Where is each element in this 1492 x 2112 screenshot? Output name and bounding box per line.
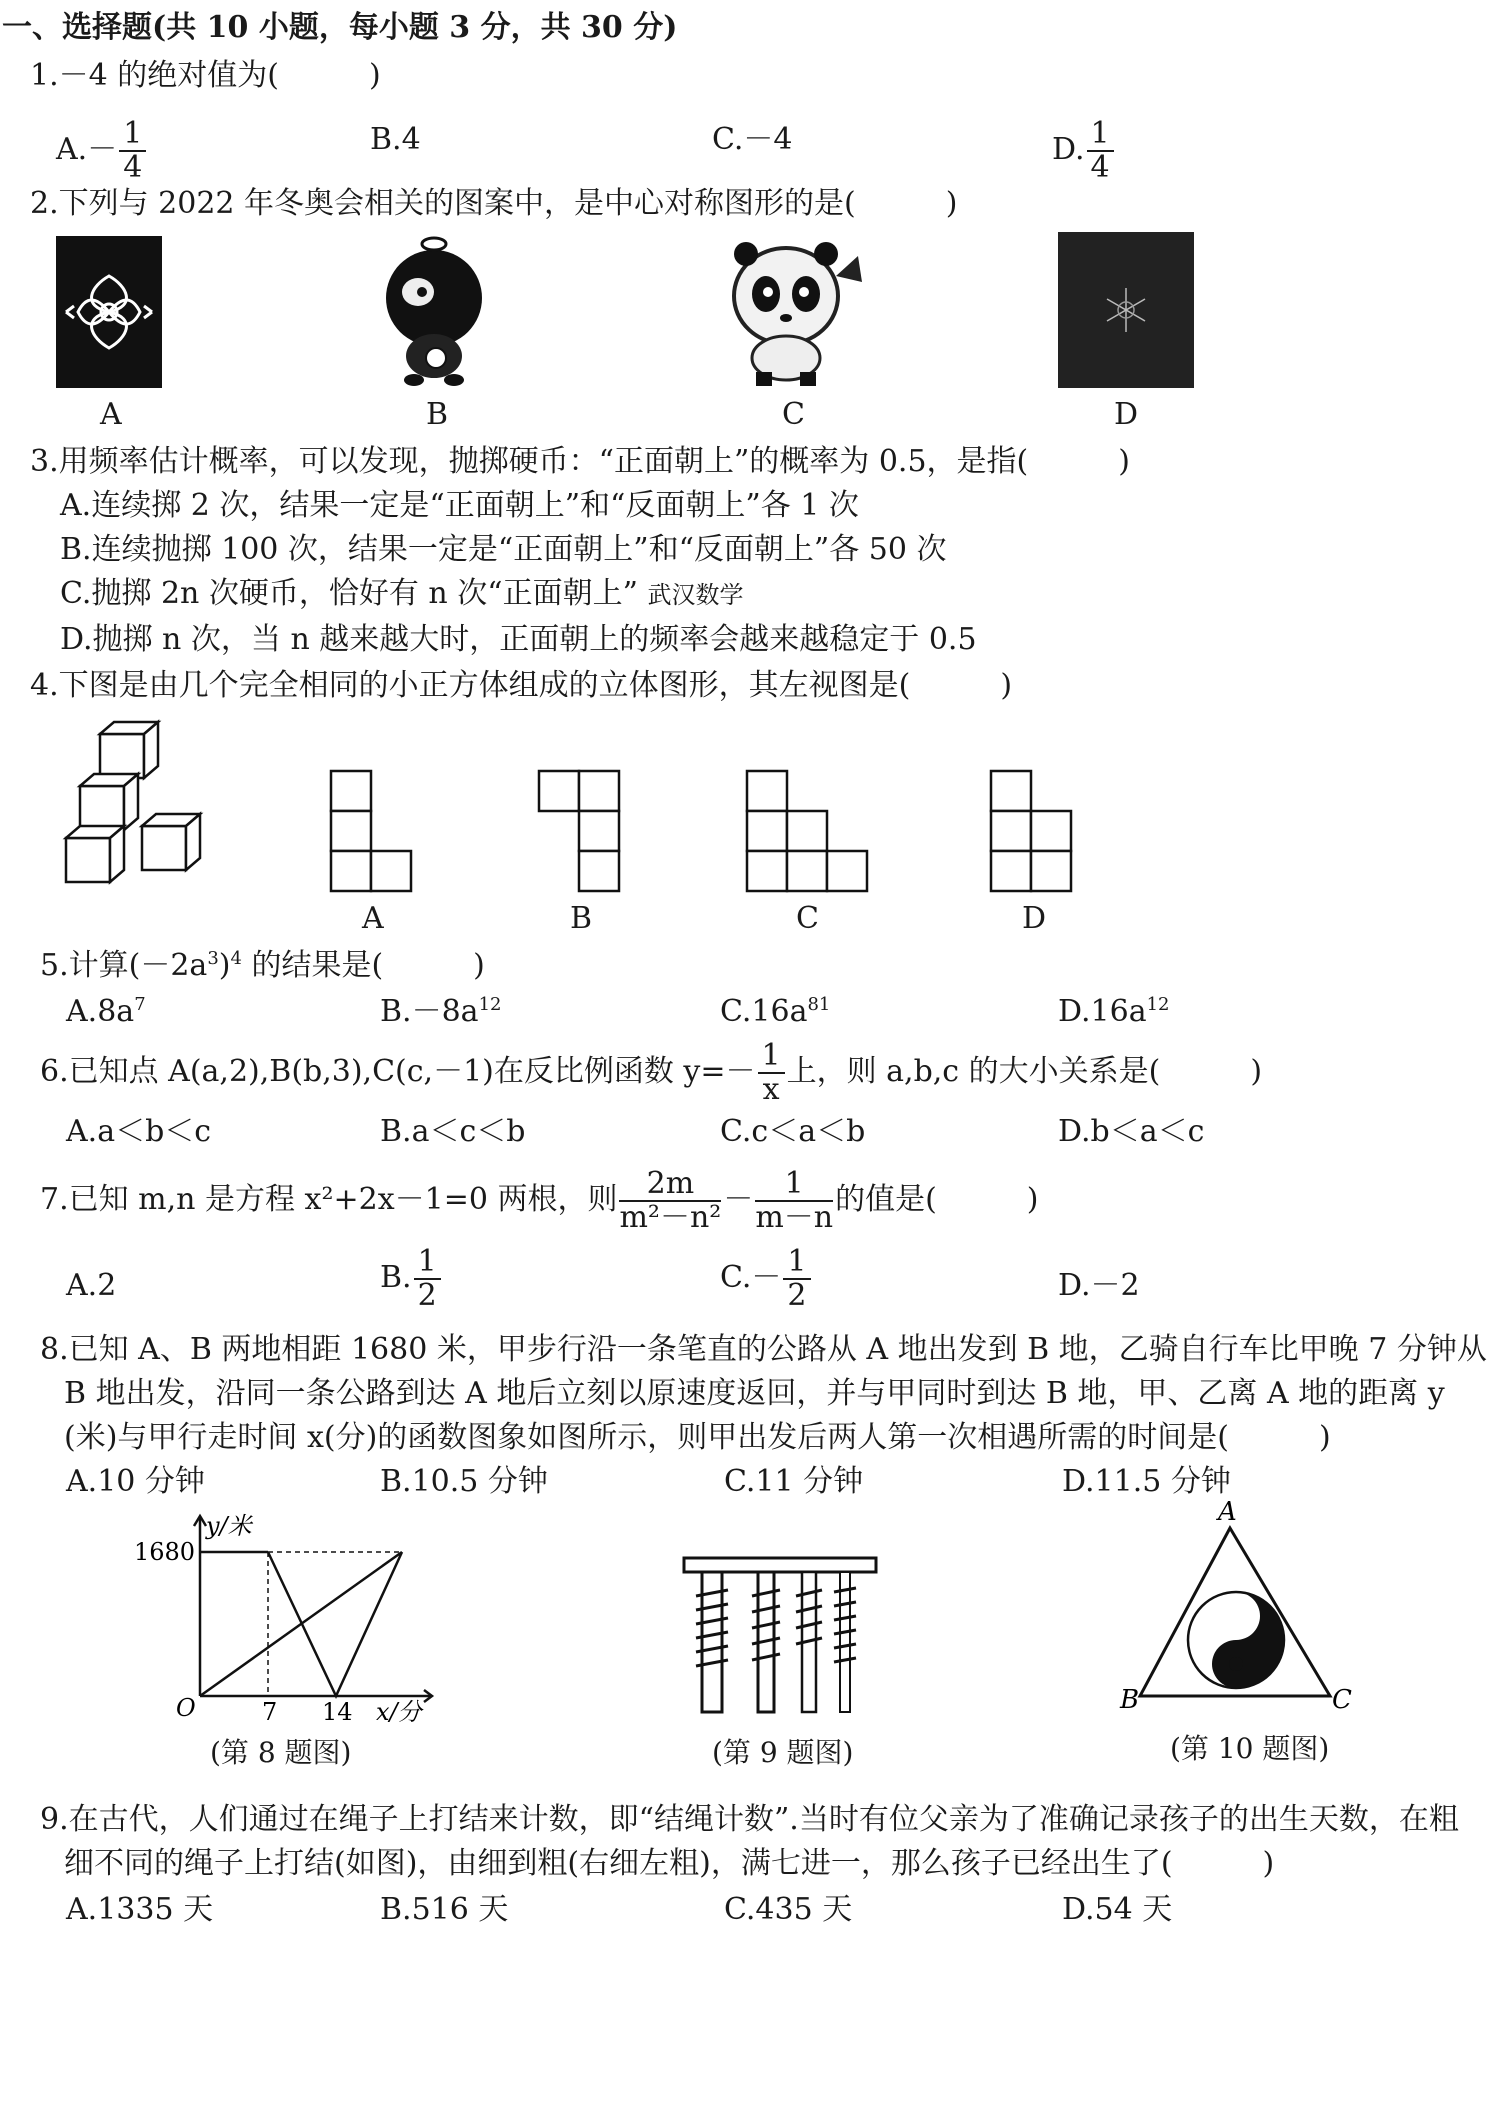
q1-option-c[interactable]: C.－4 — [712, 122, 793, 157]
question-5-stem: 5.计算$(-2a^3)^4$ 的结果是( ) — [40, 948, 485, 983]
figure-10-yinyang-triangle — [1120, 1497, 1352, 1715]
q3-option-a[interactable]: A.连续掷 2 次，结果一定是“正面朝上”和“反面朝上”各 1 次 — [60, 488, 859, 523]
q6-option-c[interactable]: C.c＜a＜b — [720, 1114, 866, 1149]
q9-option-d[interactable]: D.54 天 — [1062, 1892, 1173, 1927]
fig8-y-label: y/米 — [206, 1512, 252, 1540]
question-7-stem: 7.已知 m,n 是方程 x²+2x－1=0 两根，则 $\frac{2m}{\text{m²－n²}}$ － $\frac{1}{m-n}$ 的值是( ) — [40, 1166, 1039, 1235]
fig8-x-tick-7: 7 — [262, 1698, 278, 1726]
q4-option-b-figure[interactable] — [538, 770, 620, 894]
q2-image-d[interactable] — [1058, 232, 1194, 388]
q4-option-a-figure[interactable] — [330, 770, 412, 894]
q1-option-a[interactable] — [56, 118, 148, 184]
fig8-y-tick-1680: 1680 — [134, 1538, 196, 1566]
q8-option-c[interactable]: C.11 分钟 — [724, 1464, 864, 1499]
figure-10-caption: (第 10 题图) — [1170, 1732, 1330, 1765]
q4-option-c-figure[interactable] — [746, 770, 870, 894]
q5-option-d[interactable]: $D.16a^{12}$ — [1058, 994, 1170, 1029]
q1-a-fraction: $\frac{1}{4}$ — [119, 118, 146, 184]
q7-option-a[interactable]: A.2 — [66, 1268, 117, 1303]
q4-label-c: C — [796, 901, 819, 936]
q7-option-d[interactable]: D.－2 — [1058, 1268, 1140, 1303]
q6-option-a[interactable]: A.a＜b＜c — [66, 1114, 212, 1149]
q9-option-b[interactable]: B.516 天 — [380, 1892, 509, 1927]
figure-9-caption: (第 9 题图) — [712, 1736, 854, 1769]
question-8-line-3: (米)与甲行走时间 x(分)的函数图象如图所示，则甲出发后两人第一次相遇所需的时间是( ) — [64, 1420, 1331, 1455]
q3-option-c[interactable] — [60, 574, 744, 615]
q4-label-b: B — [570, 901, 593, 936]
question-2-stem: 2.下列与 2022 年冬奥会相关的图案中，是中心对称图形的是( ) — [30, 186, 958, 221]
q4-solid-figure — [62, 714, 212, 892]
figure-9-knotted-ropes — [680, 1556, 880, 1716]
question-9-line-1: 9.在古代，人们通过在绳子上打结来计数，即“结绳计数”.当时有位父亲为了准确记录孩子的出生天数，在粗 — [40, 1802, 1459, 1837]
q3-option-d[interactable]: D.抛掷 n 次，当 n 越来越大时，正面朝上的频率会越来越稳定于 0.5 — [60, 622, 977, 657]
q5-option-c[interactable]: $C.16a^{81}$ — [720, 994, 831, 1029]
fig10-vertex-a: A — [1218, 1497, 1237, 1527]
q9-option-a[interactable]: A.1335 天 — [66, 1892, 214, 1927]
section-header: 一、选择题(共 10 小题，每小题 3 分，共 30 分) — [2, 10, 678, 45]
q7-option-b[interactable]: B. $\frac{1}{2}$ — [380, 1246, 443, 1312]
q2-image-b[interactable] — [378, 236, 490, 386]
q2-image-c[interactable] — [716, 236, 866, 386]
q1-d-fraction: $\frac{1}{4}$ — [1087, 118, 1114, 184]
q1-option-b[interactable]: B.4 — [370, 122, 421, 157]
q4-option-d-figure[interactable] — [990, 770, 1072, 894]
q7-option-c[interactable]: C.－ $\frac{1}{2}$ — [720, 1246, 813, 1312]
q6-option-d[interactable]: D.b＜a＜c — [1058, 1114, 1205, 1149]
fig8-x-label: x/分 — [376, 1698, 422, 1726]
fig8-origin: O — [176, 1694, 196, 1722]
figure-8-caption: (第 8 题图) — [210, 1736, 352, 1769]
question-1-stem: 1.－4 的绝对值为( ) — [30, 58, 381, 93]
q8-option-b[interactable]: B.10.5 分钟 — [380, 1464, 548, 1499]
q5-option-b[interactable]: $B.-8a^{12}$ — [380, 994, 502, 1029]
q4-label-d: D — [1022, 901, 1047, 936]
q3-option-c-text: C.抛掷 2n 次硬币，恰好有 n 次“正面朝上” — [60, 576, 638, 611]
question-8-line-2: B 地出发，沿同一条公路到达 A 地后立刻以原速度返回，并与甲同时到达 B 地，甲、乙离 A 地的距离 y — [64, 1376, 1445, 1411]
q4-label-a: A — [362, 901, 384, 936]
question-8-line-1: 8.已知 A、B 两地相距 1680 米，甲步行沿一条笔直的公路从 A 地出发到 B 地，乙骑自行车比甲晚 7 分钟从 — [40, 1332, 1487, 1367]
question-3-stem: 3.用频率估计概率，可以发现，抛掷硬币：“正面朝上”的概率为 0.5，是指( ) — [30, 444, 1130, 479]
q9-option-c[interactable]: C.435 天 — [724, 1892, 853, 1927]
q2-label-c: C — [782, 397, 805, 432]
q1-a-prefix: A.－ — [56, 132, 118, 167]
q1-d-prefix: D. — [1052, 132, 1085, 167]
q1-option-d[interactable] — [1052, 118, 1116, 184]
q8-option-a[interactable]: A.10 分钟 — [66, 1464, 205, 1499]
q2-label-a: A — [100, 397, 122, 432]
question-6-stem: 6.已知点 A(a,2),B(b,3),C(c,－1)在反比例函数 y=－ $\frac{1}{x}$ 上，则 a,b,c 的大小关系是( ) — [40, 1038, 1263, 1107]
fig10-vertex-b: B — [1120, 1685, 1140, 1715]
figure-8-graph — [134, 1510, 440, 1726]
q2-image-a[interactable] — [56, 236, 162, 388]
q2-label-b: B — [426, 397, 449, 432]
fig10-vertex-c: C — [1332, 1685, 1352, 1715]
q3-option-b[interactable]: B.连续抛掷 100 次，结果一定是“正面朝上”和“反面朝上”各 50 次 — [60, 532, 947, 567]
question-9-line-2: 细不同的绳子上打结(如图)，由细到粗(右细左粗)，满七进一，那么孩子已经出生了( ) — [64, 1846, 1275, 1881]
q2-label-d: D — [1114, 397, 1139, 432]
q8-option-d[interactable]: D.11.5 分钟 — [1062, 1464, 1231, 1499]
fig8-x-tick-14: 14 — [322, 1698, 353, 1726]
q6-option-b[interactable]: B.a＜c＜b — [380, 1114, 526, 1149]
question-4-stem: 4.下图是由几个完全相同的小正方体组成的立体图形，其左视图是( ) — [30, 668, 1013, 703]
watermark-note: 武汉数学 — [647, 581, 744, 609]
q5-option-a[interactable]: $A.8a^7$ — [66, 994, 146, 1029]
